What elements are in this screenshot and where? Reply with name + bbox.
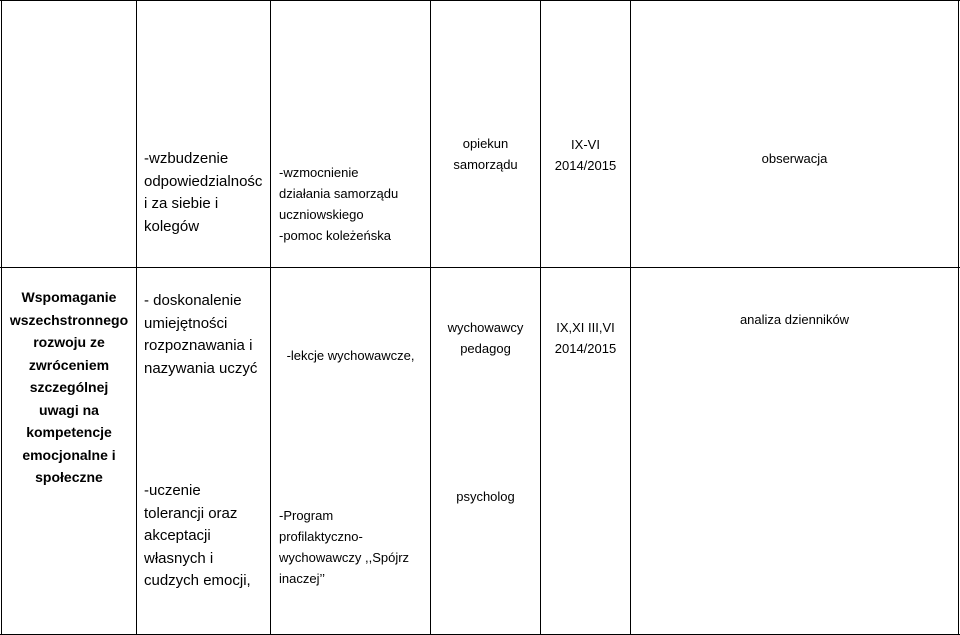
row2-evaluation: analiza dzienników [739,312,850,327]
row2-goal-1: - doskonalenie umiejętności rozpoznawania i nazywania uczyć [144,292,258,377]
row2-responsible-2: psycholog [456,489,515,504]
row1-responsible: opiekun samorządu [453,136,518,172]
column-divider [270,0,271,635]
row2-term: IX,XI III,VI 2014/2015 [554,320,617,356]
row1-term: IX-VI 2014/2015 [554,137,617,173]
column-divider [136,0,137,635]
row2-task-2: -Program profilaktyczno- wychowawczy ,,Spójrz inaczej’’ [279,508,410,586]
row1-task: -wzmocnienie działania samorządu uczniowskiego -pomoc koleżeńska [279,165,399,243]
row2-goal-2: -uczenie tolerancji oraz akceptacji własnych i cudzych emocji, [144,482,251,589]
row1-evaluation: obserwacja [761,151,828,166]
row-divider [0,267,960,268]
table-border-right [958,0,959,635]
row2-area: Wspomaganie wszechstronnego rozwoju ze zwróceniem szczególnej uwagi na kompetencje emocjonalne i społeczne [9,289,129,485]
row2-task-1: -lekcje wychowawcze, [286,348,415,363]
row1-goal: -wzbudzenie odpowiedzialnośc i za siebie i kolegów [144,150,263,235]
table-border-top [0,0,960,1]
row2-responsible-1: wychowawcy pedagog [447,320,524,356]
